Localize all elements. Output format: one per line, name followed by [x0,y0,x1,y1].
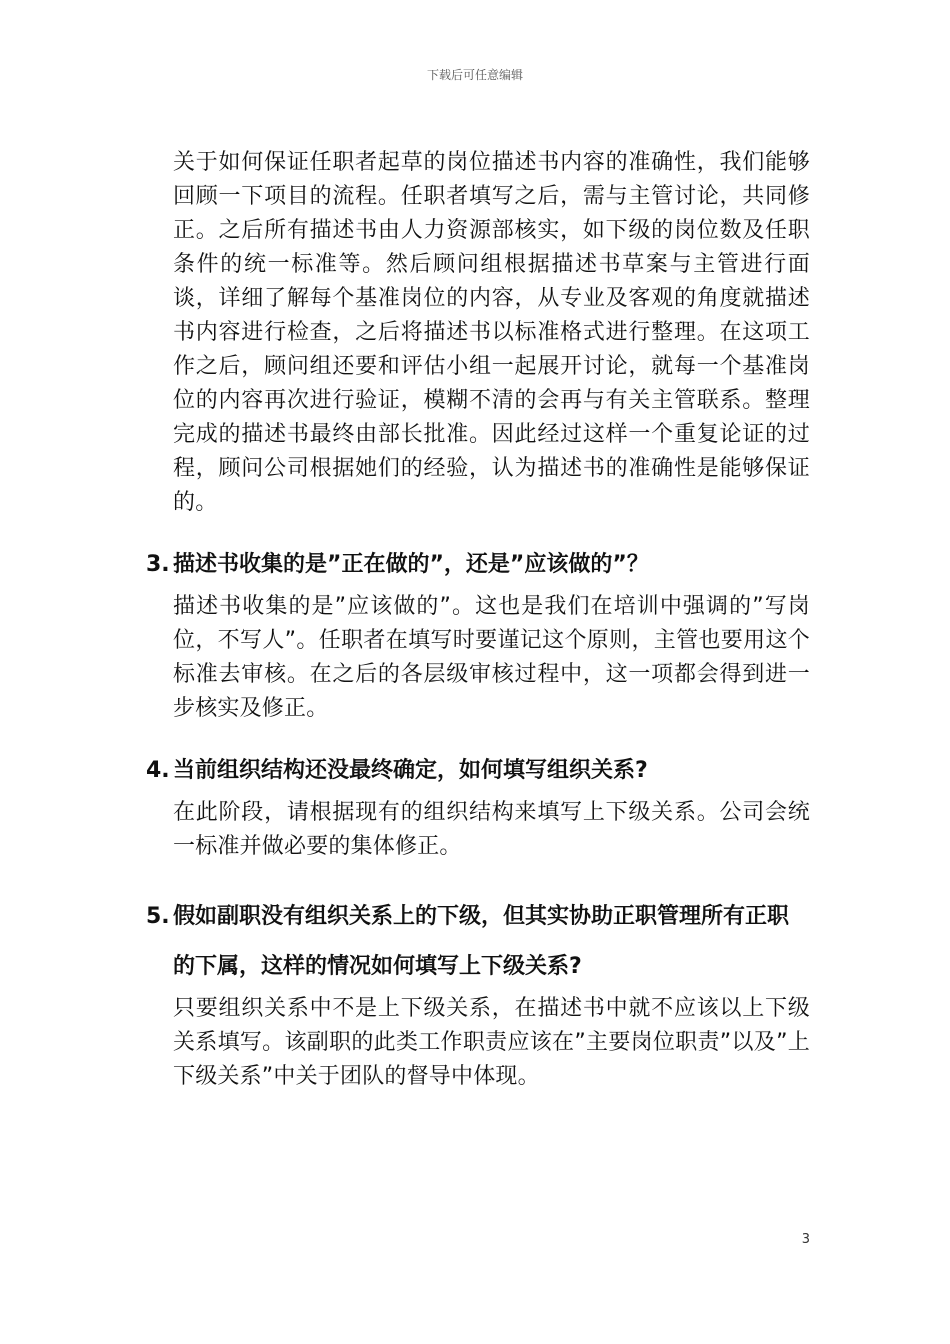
question-number: 4. [146,758,170,783]
answer-paragraph: 描述书收集的是”应该做的”。这也是我们在培训中强调的”写岗位，不写人”。任职者在填写时要谨记这个原则，主管也要用这个标准去审核。在之后的各层级审核过程中，这一项都会得到进一步核实及修正。 [173,594,810,721]
answer-paragraph: 在此阶段，请根据现有的组织结构来填写上下级关系。公司会统一标准并做必要的集体修正。 [173,800,810,859]
question-number: 3. [146,552,170,577]
question-heading [146,754,810,788]
question-text: 描述书收集的是”正在做的”，还是”应该做的”？ [173,552,649,577]
faq-section-4 [146,754,810,864]
faq-section-3 [146,548,810,726]
question-heading [146,548,810,582]
page-header: 下载后可任意编辑 [426,68,523,82]
question-heading [146,892,810,992]
document-body [146,146,810,1094]
question-text: 假如副职没有组织关系上的下级，但其实协助正职管理所有正职的下属，这样的情况如何填写上下级关系? [173,904,790,979]
intro-paragraph: 关于如何保证任职者起草的岗位描述书内容的准确性，我们能够回顾一下项目的流程。任职者填写之后，需与主管讨论，共同修正。之后所有描述书由人力资源部核实，如下级的岗位数及任职条件的统一标准等。然后顾问组根据描述书草案与主管进行面谈，详细了解每个基准岗位的内容，从专业及客观的角度就描述书内容进行检查，之后将描述书以标准格式进行整理。在这项工作之后，顾问组还要和评估小组一起展开讨论，就每一个基准岗位的内容再次进行验证，模糊不清的会再与有关主管联系。整理完成的描述书最终由部长批准。因此经过这样一个重复论证的过程，顾问公司根据她们的经验，认为描述书的准确性是能够保证的。 [173,150,810,515]
question-text: 当前组织结构还没最终确定，如何填写组织关系? [173,758,648,783]
answer-paragraph: 只要组织关系中不是上下级关系，在描述书中就不应该以上下级关系填写。该副职的此类工作职责应该在”主要岗位职责”以及”上下级关系”中关于团队的督导中体现。 [173,996,810,1089]
question-number: 5. [146,904,170,929]
page-number: 3 [801,1232,810,1247]
faq-section-5 [146,892,810,1094]
